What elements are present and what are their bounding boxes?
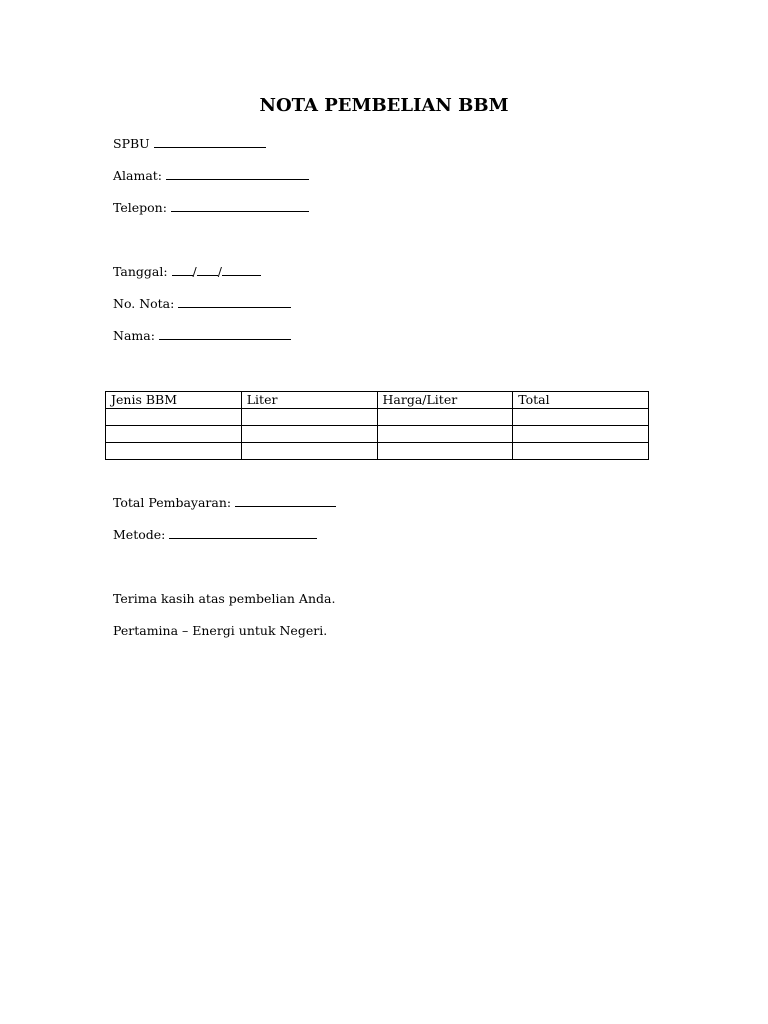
metode-blank: [169, 527, 317, 539]
telepon-blank: [171, 200, 309, 212]
table-row: [106, 426, 649, 443]
table-cell: [241, 409, 377, 426]
table-cell: [513, 443, 649, 460]
slogan-text: Pertamina – Energi untuk Negeri.: [113, 623, 328, 638]
table-row: [106, 409, 649, 426]
spbu-label: SPBU: [113, 136, 150, 151]
tanggal-field: [113, 264, 261, 280]
spbu-field: [113, 136, 266, 152]
total-pembayaran-field: [113, 495, 336, 511]
table-cell: [377, 426, 513, 443]
tanggal-day-blank: [172, 264, 193, 276]
table-cell: [241, 443, 377, 460]
header-harga-liter: Harga/Liter: [377, 392, 513, 409]
header-total: Total: [513, 392, 649, 409]
total-pembayaran-blank: [235, 495, 336, 507]
no-nota-blank: [178, 296, 291, 308]
telepon-field: [113, 200, 309, 216]
tanggal-year-blank: [222, 264, 261, 276]
nama-label: Nama:: [113, 328, 155, 343]
header-jenis-bbm: Jenis BBM: [106, 392, 242, 409]
table-cell: [106, 426, 242, 443]
tanggal-label: Tanggal:: [113, 264, 168, 279]
metode-label: Metode:: [113, 527, 166, 542]
table-row: [106, 443, 649, 460]
table-cell: [241, 426, 377, 443]
total-pembayaran-label: Total Pembayaran:: [113, 495, 232, 510]
table-cell: [513, 409, 649, 426]
table-cell: [106, 443, 242, 460]
tanggal-separator: /: [192, 264, 197, 279]
no-nota-field: [113, 296, 291, 312]
header-liter: Liter: [241, 392, 377, 409]
thanks-text: Terima kasih atas pembelian Anda.: [113, 591, 336, 606]
tanggal-month-blank: [197, 264, 218, 276]
table-cell: [106, 409, 242, 426]
alamat-blank: [166, 168, 309, 180]
alamat-field: [113, 168, 309, 184]
nama-blank: [159, 328, 291, 340]
telepon-label: Telepon:: [113, 200, 167, 215]
table-header-row: [106, 392, 649, 409]
spbu-blank: [154, 136, 266, 148]
table-cell: [377, 409, 513, 426]
table-cell: [377, 443, 513, 460]
tanggal-separator: /: [217, 264, 222, 279]
fuel-table: [105, 391, 649, 460]
metode-field: [113, 527, 317, 543]
table-cell: [513, 426, 649, 443]
alamat-label: Alamat:: [113, 168, 163, 183]
no-nota-label: No. Nota:: [113, 296, 175, 311]
nama-field: [113, 328, 291, 344]
page-title: NOTA PEMBELIAN BBM: [259, 95, 509, 116]
